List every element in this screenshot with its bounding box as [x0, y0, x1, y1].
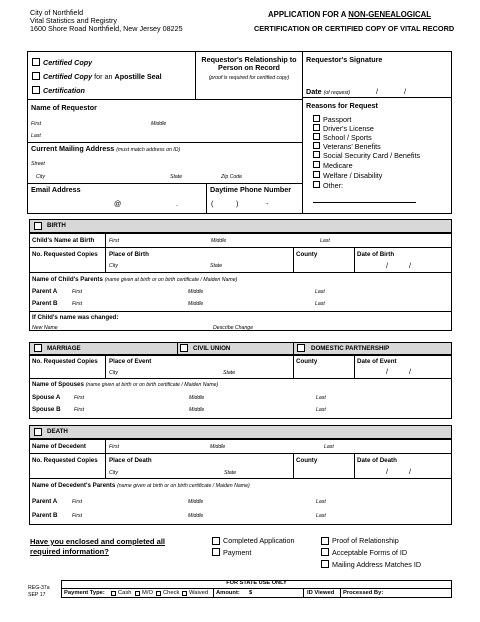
parent-b-last-label: Last — [315, 301, 325, 307]
checklist-question-line2: required information? — [30, 547, 109, 556]
birth-num-copies-label: No. Requested Copies — [32, 251, 98, 258]
birth-checkbox[interactable] — [34, 222, 42, 230]
spouse-b-middle-label: Middle — [189, 407, 205, 413]
event-city-label: City — [109, 370, 118, 376]
checklist-question-line1: Have you enclosed and completed all — [30, 537, 166, 546]
phone-dash: - — [266, 199, 269, 208]
phone-label: Daytime Phone Number — [210, 185, 292, 194]
decedent-parent-a-last: Last — [316, 499, 326, 505]
requestor-first-label: First — [31, 121, 42, 127]
birth-section-header — [29, 219, 452, 233]
birth-date-slash-1: / — [386, 261, 388, 270]
id-viewed-label: ID Viewed — [307, 590, 335, 596]
spouse-a-middle-label: Middle — [189, 395, 205, 401]
death-section-header — [29, 425, 452, 439]
birth-county-field[interactable] — [295, 259, 352, 271]
address-matches-checkbox[interactable] — [321, 560, 329, 568]
child-middle-label: Middle — [211, 238, 227, 244]
decedent-first-label: First — [109, 444, 120, 450]
death-place-field[interactable] — [107, 465, 291, 477]
death-section-title: DEATH — [47, 428, 68, 435]
requestor-name-label: Name of Requestor — [31, 103, 97, 112]
event-date-slash-2: / — [409, 367, 411, 376]
check-label: Check — [163, 590, 180, 596]
decedent-name-label: Name of Decedent — [32, 443, 86, 450]
reason-medicare-label: Medicare — [323, 161, 353, 170]
phone-field[interactable] — [208, 195, 300, 212]
child-name-label: Child's Name at Birth — [32, 237, 95, 244]
email-label: Email Address — [31, 185, 81, 194]
cash-checkbox[interactable] — [111, 591, 116, 596]
parent-b-middle-label: Middle — [188, 301, 204, 307]
birth-place-field[interactable] — [107, 258, 291, 271]
requestor-name-field[interactable] — [45, 114, 300, 140]
domestic-partnership-title: DOMESTIC PARTNERSHIP — [311, 345, 390, 352]
death-checkbox[interactable] — [34, 428, 42, 436]
mailing-address-field[interactable] — [45, 154, 300, 181]
decedent-parent-b-field[interactable] — [70, 508, 450, 521]
death-state-label: State — [224, 470, 237, 476]
domestic-partnership-checkbox[interactable] — [297, 344, 305, 352]
new-name-label: New Name — [32, 325, 58, 331]
spouses-label: Name of Spouses (name given at birth or on birth certificate / Maiden Name) — [32, 381, 219, 388]
marriage-section-title: MARRIAGE — [47, 345, 81, 352]
reason-passport-checkbox[interactable] — [313, 115, 320, 122]
death-city-label: City — [109, 470, 118, 476]
birth-section-title: BIRTH — [47, 222, 66, 229]
waived-label: Waived — [189, 590, 209, 596]
parent-a-first-label: First — [72, 289, 83, 295]
death-date-slash-1: / — [386, 467, 388, 476]
death-county-field[interactable] — [295, 465, 352, 477]
reasons-label: Reasons for Request — [306, 101, 378, 110]
requestor-middle-label: Middle — [151, 121, 167, 127]
decedent-parent-b-label: Parent B — [32, 512, 58, 519]
state-label: State — [170, 174, 183, 180]
certification-label: Certification — [43, 86, 85, 95]
email-at: @ — [114, 199, 122, 208]
apostille-checkbox[interactable] — [32, 72, 40, 80]
name-change-field[interactable] — [31, 321, 450, 330]
spouse-a-first-label: First — [74, 395, 85, 401]
spouse-a-last-label: Last — [316, 395, 326, 401]
money-order-checkbox[interactable] — [135, 591, 140, 596]
reason-veterans-label: Veterans' Benefits — [323, 142, 381, 151]
birth-num-copies-field[interactable] — [31, 259, 103, 271]
mailing-address-label: Current Mailing Address (must match address on ID) — [31, 144, 181, 153]
parent-b-first-label: First — [72, 301, 83, 307]
birth-state-label: State — [210, 263, 223, 269]
parent-a-middle-label: Middle — [188, 289, 204, 295]
spouse-b-field[interactable] — [72, 403, 450, 414]
date-slash-2: / — [404, 87, 406, 96]
birth-parent-b-field[interactable] — [70, 297, 450, 308]
reason-school-sports-label: School / Sports — [323, 133, 372, 142]
decedent-parent-a-field[interactable] — [70, 494, 450, 506]
reason-school-sports-checkbox[interactable] — [313, 133, 320, 140]
death-date-slash-2: / — [409, 467, 411, 476]
parent-a-label: Parent A — [32, 288, 58, 295]
reason-drivers-license-checkbox[interactable] — [313, 124, 320, 131]
city-label: City — [36, 174, 45, 180]
apostille-label: Certified Copy for an Apostille Seal — [43, 72, 162, 81]
decedent-parent-b-middle: Middle — [188, 513, 204, 519]
marriage-num-copies-field[interactable] — [31, 366, 103, 377]
child-last-label: Last — [320, 238, 330, 244]
marriage-checkbox[interactable] — [34, 344, 42, 352]
death-num-copies-label: No. Requested Copies — [32, 457, 98, 464]
child-first-label: First — [109, 238, 120, 244]
payment-type-label: Payment Type: — [64, 590, 105, 596]
event-county-field[interactable] — [295, 366, 352, 377]
event-county-label: County — [296, 358, 318, 365]
civil-union-title: CIVIL UNION — [193, 345, 231, 352]
org-name: City of Northfield — [30, 8, 84, 17]
decedent-parents-label: Name of Decedent's Parents (name given at birth or on birth certificate / Maiden Name) — [32, 482, 250, 489]
event-place-label: Place of Event — [109, 358, 152, 365]
form-title-line2: CERTIFICATION OR CERTIFIED COPY OF VITAL RECORD — [254, 24, 455, 33]
reason-veterans-checkbox[interactable] — [313, 142, 320, 149]
parent-a-last-label: Last — [315, 289, 325, 295]
reason-social-security-checkbox[interactable] — [313, 151, 320, 158]
decedent-parent-a-middle: Middle — [188, 499, 204, 505]
certified-copy-checkbox[interactable] — [32, 58, 40, 66]
requestor-last-label: Last — [31, 133, 41, 139]
death-place-label: Place of Death — [109, 457, 152, 464]
form-title-line1: APPLICATION FOR A NON-GENEALOGICAL — [268, 10, 432, 19]
event-date-label: Date of Event — [357, 358, 397, 365]
org-address: 1600 Shore Road Northfield, New Jersey 08225 — [30, 24, 183, 33]
acceptable-id-checkbox[interactable] — [321, 548, 329, 556]
money-order-label: M/O — [142, 590, 153, 596]
date-slash-1: / — [376, 87, 378, 96]
relationship-note: (proof is required for certified copy) — [208, 75, 290, 81]
marriage-num-copies-label: No. Requested Copies — [32, 358, 98, 365]
reason-other-checkbox[interactable] — [313, 181, 320, 188]
form-date: SEP 17 — [28, 592, 46, 598]
org-department: Vital Statistics and Registry — [30, 16, 117, 25]
birth-parent-a-field[interactable] — [70, 285, 450, 296]
death-county-label: County — [296, 457, 318, 464]
event-date-slash-1: / — [386, 367, 388, 376]
spouse-a-label: Spouse A — [32, 394, 61, 401]
cash-label: Cash — [118, 590, 132, 596]
death-num-copies-field[interactable] — [31, 465, 103, 477]
request-date-label: Date (of request) — [306, 87, 351, 96]
reason-other-field[interactable] — [313, 202, 416, 203]
relationship-label: Requestor's Relationship to Person on Record — [201, 55, 297, 73]
acceptable-id-label: Acceptable Forms of ID — [332, 548, 408, 557]
processed-by-field[interactable] — [385, 589, 450, 597]
address-matches-label: Mailing Address Matches ID — [332, 560, 422, 569]
reason-other-label: Other: — [323, 181, 343, 190]
signature-label: Requestor's Signature — [306, 55, 383, 64]
zip-label: Zip Code — [221, 174, 243, 180]
death-date-label: Date of Death — [357, 457, 397, 464]
decedent-name-field[interactable] — [107, 440, 450, 452]
child-parents-label: Name of Child's Parents (name given at birth or on birth certificate / Maiden Name) — [32, 276, 238, 283]
phone-open-paren: ( — [211, 199, 214, 208]
decedent-middle-label: Middle — [210, 444, 226, 450]
payment-label: Payment — [223, 548, 252, 557]
reason-welfare-checkbox[interactable] — [313, 171, 320, 178]
decedent-parent-b-last: Last — [316, 513, 326, 519]
dollar-sign: $ — [249, 590, 253, 596]
amount-field[interactable] — [254, 589, 301, 597]
parent-b-label: Parent B — [32, 300, 58, 307]
waived-checkbox[interactable] — [182, 591, 187, 596]
form-code: REG-37a — [28, 585, 50, 591]
check-checkbox[interactable] — [156, 591, 161, 596]
processed-by-label: Processed By: — [343, 590, 384, 596]
name-changed-label: If Child's name was changed: — [32, 314, 119, 321]
reason-drivers-license-label: Driver's License — [323, 124, 374, 133]
email-dot: . — [176, 199, 178, 208]
amount-label: Amount: — [216, 590, 240, 596]
birth-date-label: Date of Birth — [357, 251, 395, 258]
spouse-b-label: Spouse B — [32, 406, 61, 413]
completed-application-label: Completed Application — [223, 536, 295, 545]
proof-relationship-checkbox[interactable] — [321, 537, 329, 545]
reason-medicare-checkbox[interactable] — [313, 161, 320, 168]
decedent-last-label: Last — [324, 444, 334, 450]
birth-place-label: Place of Birth — [109, 251, 149, 258]
email-field[interactable] — [30, 195, 204, 212]
certification-checkbox[interactable] — [32, 86, 40, 94]
spouse-b-last-label: Last — [316, 407, 326, 413]
birth-date-slash-2: / — [409, 261, 411, 270]
reason-passport-label: Passport — [323, 115, 352, 124]
reason-welfare-label: Welfare / Disability — [323, 171, 383, 180]
birth-city-label: City — [109, 263, 118, 269]
event-place-field[interactable] — [107, 366, 291, 377]
state-use-label: FOR STATE USE ONLY — [226, 580, 287, 586]
spouse-a-field[interactable] — [72, 391, 450, 402]
street-label: Street — [31, 161, 45, 167]
decedent-parent-b-first: First — [72, 513, 83, 519]
spouse-b-first-label: First — [74, 407, 85, 413]
describe-change-label: Describe Change — [213, 325, 254, 331]
event-state-label: State — [223, 370, 236, 376]
birth-county-label: County — [296, 251, 318, 258]
certified-copy-label: Certified Copy — [43, 58, 93, 67]
completed-application-checkbox[interactable] — [212, 537, 220, 545]
payment-checkbox[interactable] — [212, 548, 220, 556]
relationship-field[interactable] — [197, 84, 300, 97]
phone-close-paren: ) — [236, 199, 239, 208]
child-name-field[interactable] — [107, 234, 450, 246]
civil-union-checkbox[interactable] — [180, 344, 188, 352]
decedent-parent-a-label: Parent A — [32, 498, 58, 505]
signature-field[interactable] — [304, 64, 450, 82]
proof-relationship-label: Proof of Relationship — [332, 536, 399, 545]
reason-social-security-label: Social Security Card / Benefits — [323, 151, 421, 160]
decedent-parent-a-first: First — [72, 499, 83, 505]
